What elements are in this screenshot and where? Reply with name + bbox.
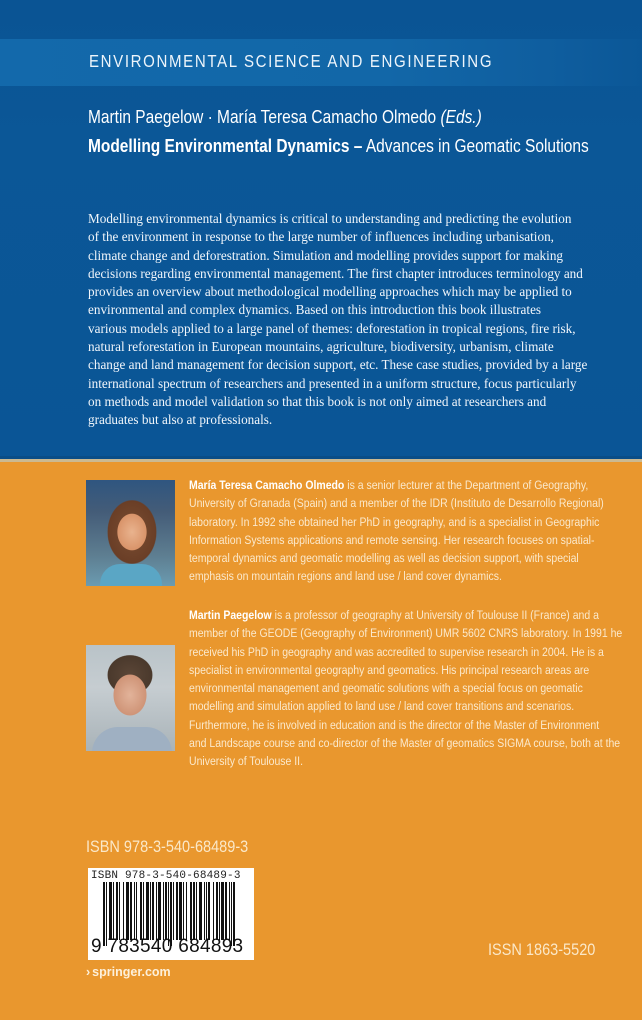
springer-link-label: springer.com xyxy=(92,965,171,979)
author-bio-camacho xyxy=(189,476,604,586)
blurb-line: climate change and deforestration. Simulation and modelling provides support for making xyxy=(88,247,564,263)
bio-line: University of Toulouse II. xyxy=(189,754,303,769)
barcode-bars xyxy=(103,882,249,940)
bio-line: received his PhD in geography and was accredited to supervise research in 2004. He is a xyxy=(189,644,604,659)
author-photo-paegelow xyxy=(86,645,175,751)
bio-line: specialist in environmental geography and geomatics. His principal research areas are xyxy=(189,662,590,677)
blurb-line: of the environment in response to the large number of influences including urbanisation, xyxy=(88,229,554,245)
issn-label: ISSN 1863-5520 xyxy=(488,941,596,959)
blurb-line: Modelling environmental dynamics is critical to understanding and predicting the evolution xyxy=(88,211,572,226)
blurb-line: various models applied to a large panel of themes: deforestation in tropical regions, fire risk, xyxy=(88,320,576,336)
chevron-right-icon: › xyxy=(86,965,91,979)
bio-line xyxy=(189,606,599,624)
bio-line: modelling and simulation applied to land use / land cover transitions and scenarios. xyxy=(189,699,575,714)
blurb-line: natural reforestation in European mountains, agriculture, biodiversity, urbanism, climate xyxy=(88,339,554,355)
author-name: Martin Paegelow xyxy=(189,608,272,622)
bio-line: and Landscape course and co-director of the Master of geomatics SIGMA course, both at the xyxy=(189,736,621,751)
book-title-main: Modelling Environmental Dynamics – xyxy=(88,136,363,156)
bio-line: emphasis on mountain regions and land use / land cover dynamics. xyxy=(189,569,502,584)
book-subtitle: Advances in Geomatic Solutions xyxy=(365,136,589,156)
bio-text: is a professor of geography at University of Toulouse II (France) and a xyxy=(271,608,599,622)
springer-link[interactable] xyxy=(86,965,171,979)
blurb-line: change and land management for decision support, etc. These case studies, provided by a large xyxy=(88,357,588,373)
book-description xyxy=(88,210,608,430)
blurb-line: environmental and complex dynamics. Based on this introduction this book illustrates xyxy=(88,302,542,318)
editors-line xyxy=(88,107,482,128)
editor-names: Martin Paegelow · María Teresa Camacho Olmedo xyxy=(88,107,437,127)
bio-line: Information Systems applications and remote sensing. Her research focuses on spatial- xyxy=(189,532,595,547)
photo-shirt xyxy=(100,564,162,586)
bio-line: Furthermore, he is involved in education and is the director of the Master of Environment xyxy=(189,717,600,732)
author-name: María Teresa Camacho Olmedo xyxy=(189,478,345,492)
author-photo-camacho xyxy=(86,480,175,586)
barcode-isbn-text: ISBN 978-3-540-68489-3 xyxy=(91,870,241,882)
blurb-line: international spectrum of researchers and presented in a uniform structure, focus particularly xyxy=(88,375,577,391)
bio-line: environmental management and geomatic solutions with a special focus on geomatic xyxy=(189,681,583,696)
eds-label: (Eds.) xyxy=(440,107,482,127)
author-bio-paegelow xyxy=(189,606,623,771)
bio-line xyxy=(189,476,589,494)
isbn-label: ISBN 978-3-540-68489-3 xyxy=(86,838,249,856)
bio-line: temporal dynamics and geomatic modelling as well as decision support, with special xyxy=(189,551,579,566)
bio-line: member of the GEODE (Geography of Environment) UMR 5602 CNRS laboratory. In 1991 he xyxy=(189,626,623,641)
series-title: ENVIRONMENTAL SCIENCE AND ENGINEERING xyxy=(89,51,494,71)
bio-line: University of Granada (Spain) and a member of the IDR (Instituto de Desarrollo Regional) xyxy=(189,496,604,511)
blurb-line: decisions regarding environmental management. The first chapter introduces terminology and xyxy=(88,265,583,281)
blurb-line: provides an overview about methodological modelling approaches which may be applied to xyxy=(88,284,572,300)
photo-shirt xyxy=(92,727,172,751)
book-title xyxy=(88,133,613,159)
blurb-line: graduates but also at professionals. xyxy=(88,412,273,428)
bio-text: is a senior lecturer at the Department of Geography, xyxy=(344,478,589,492)
bio-line: laboratory. In 1992 she obtained her PhD in geography, and is a specialist in Geographic xyxy=(189,514,600,529)
blurb-line: on methods and model validation so that this book is not only aimed at researchers and xyxy=(88,393,547,409)
panel-divider xyxy=(0,459,642,462)
barcode-digits: 9 783540 684893 xyxy=(91,936,244,957)
isbn-barcode xyxy=(88,868,254,960)
